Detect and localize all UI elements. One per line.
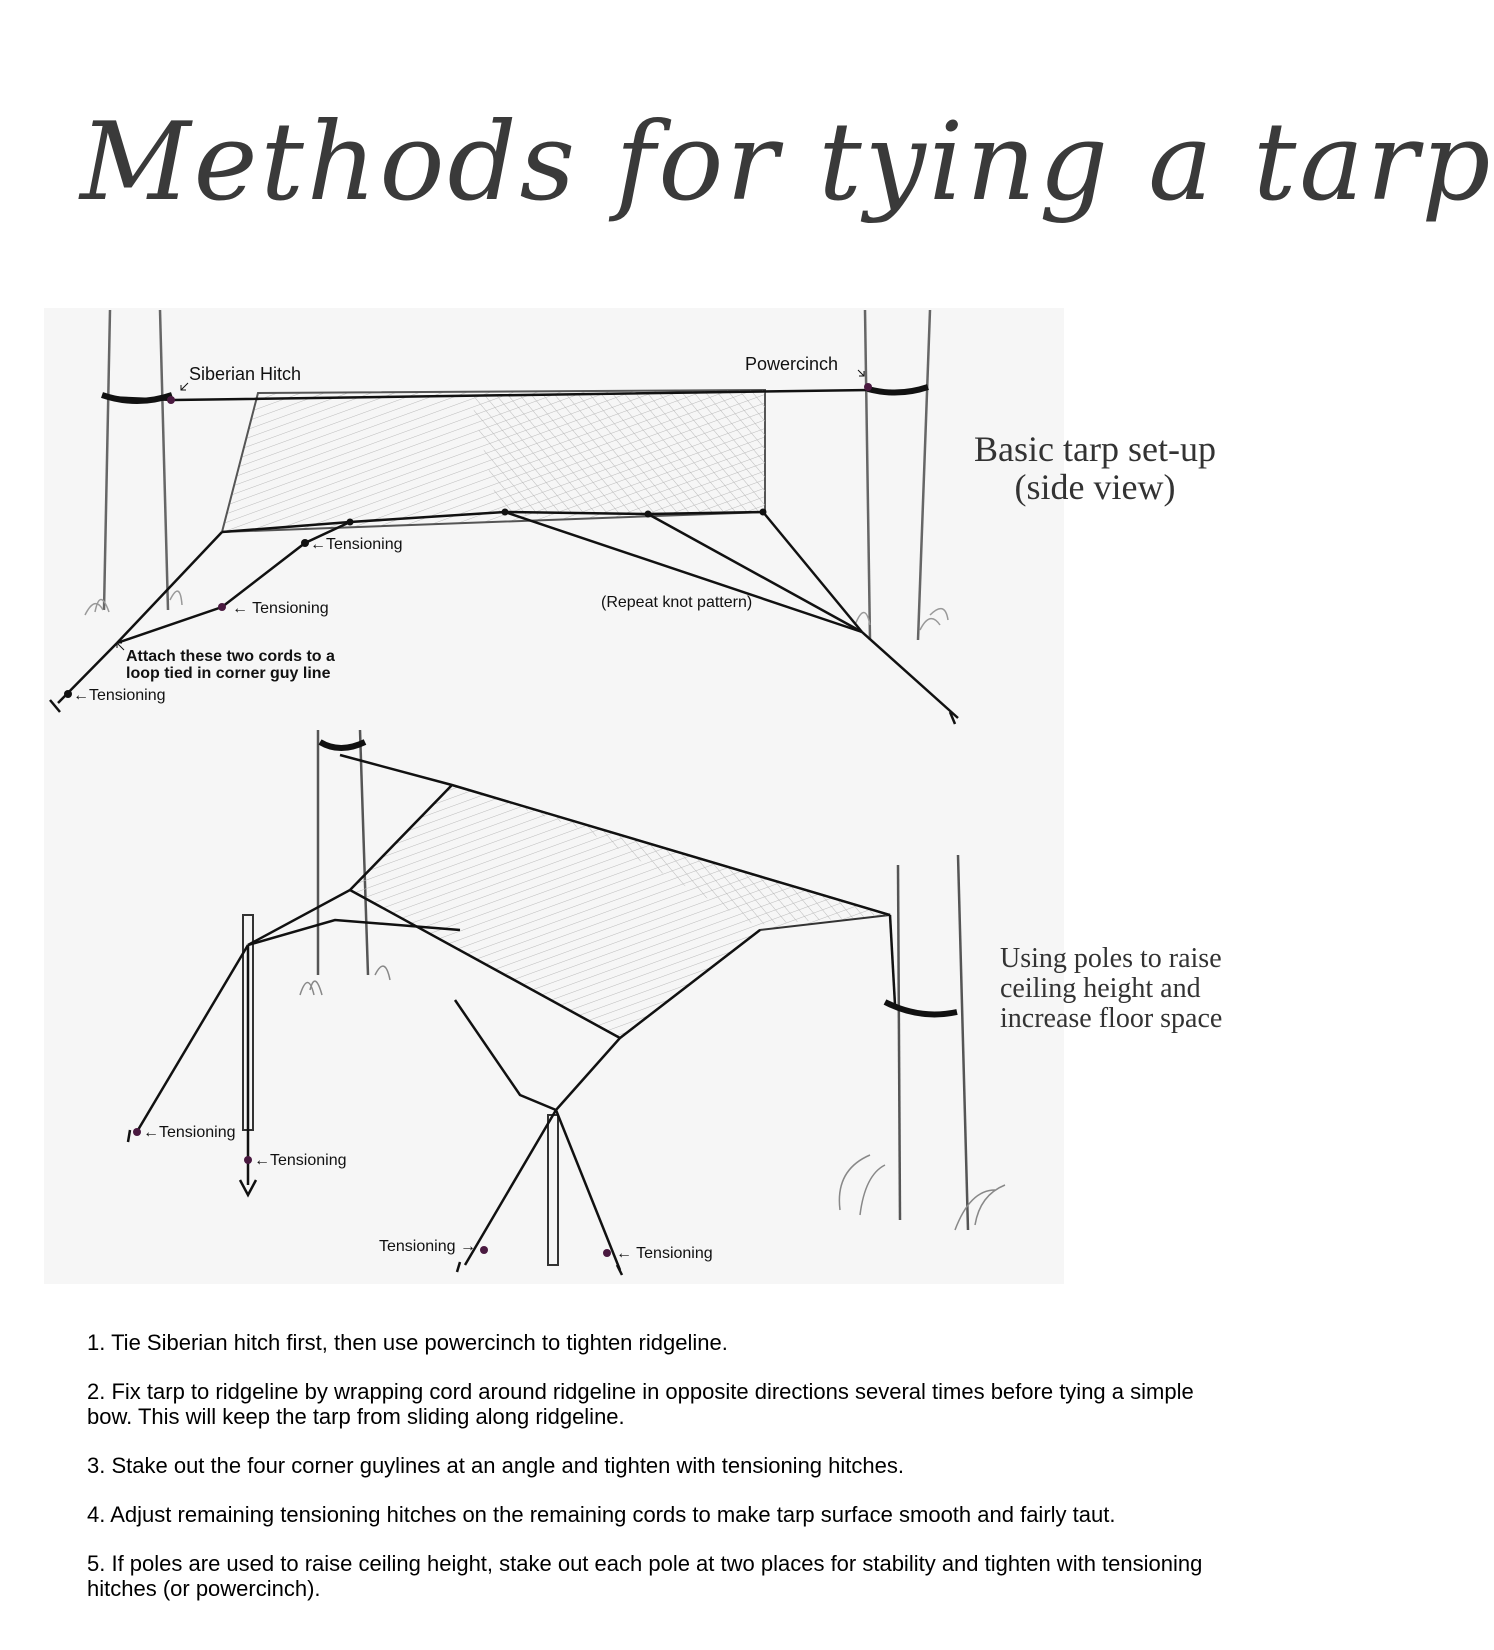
instructions-list	[87, 1330, 1207, 1625]
label-tensioning-mid: ← Tensioning	[232, 600, 329, 617]
step-1: 1. Tie Siberian hitch first, then use powercinch to tighten ridgeline.	[87, 1330, 728, 1355]
page-title: Methods for tying a tarp	[80, 100, 1494, 225]
step-4: 4. Adjust remaining tensioning hitches on the remaining cords to make tarp surface smooth and fairly taut.	[87, 1502, 1116, 1527]
caption-basic-tarp-line1: Basic tarp set-up	[974, 429, 1216, 469]
step-2: 2. Fix tarp to ridgeline by wrapping cord around ridgeline in opposite directions several times before tying a simple bow. This will keep the tarp from sliding along ridgeline.	[87, 1379, 1194, 1429]
label-attach-cords	[126, 648, 335, 682]
tree-right-bottom	[898, 855, 968, 1230]
caption-basic-tarp-line2: (side view)	[1014, 467, 1176, 507]
label-siberian-hitch: Siberian Hitch	[189, 364, 302, 384]
label-tensioning-ridge: ←Tensioning	[310, 536, 403, 553]
label-tensioning-front-left: Tensioning →	[379, 1238, 476, 1255]
label-attach-line1: Attach these two cords to a	[126, 648, 335, 665]
label-attach-line2: loop tied in corner guy line	[126, 665, 331, 682]
tree-left-top	[104, 310, 168, 610]
label-tensioning-pole: ←Tensioning	[254, 1152, 347, 1169]
tree-left-bottom	[318, 730, 368, 975]
label-tensioning-bottom: ←Tensioning	[73, 687, 166, 704]
bottom-diagram	[128, 730, 1005, 1275]
label-tensioning-left: ←Tensioning	[143, 1124, 236, 1141]
tree-right-top	[865, 310, 930, 640]
step-5: 5. If poles are used to raise ceiling height, stake out each pole at two places for stability and tighten with tensioning hitches (or powercinch).	[87, 1551, 1203, 1601]
label-powercinch: Powercinch	[745, 354, 839, 374]
label-tensioning-front-right: ← Tensioning	[616, 1245, 713, 1262]
label-repeat-knot-pattern: (Repeat knot pattern)	[601, 594, 753, 611]
caption-using-poles: Using poles to raise ceiling height and increase floor space	[1000, 943, 1223, 1034]
caption-basic-tarp	[950, 430, 1240, 506]
step-3: 3. Stake out the four corner guylines at an angle and tighten with tensioning hitches.	[87, 1453, 904, 1478]
